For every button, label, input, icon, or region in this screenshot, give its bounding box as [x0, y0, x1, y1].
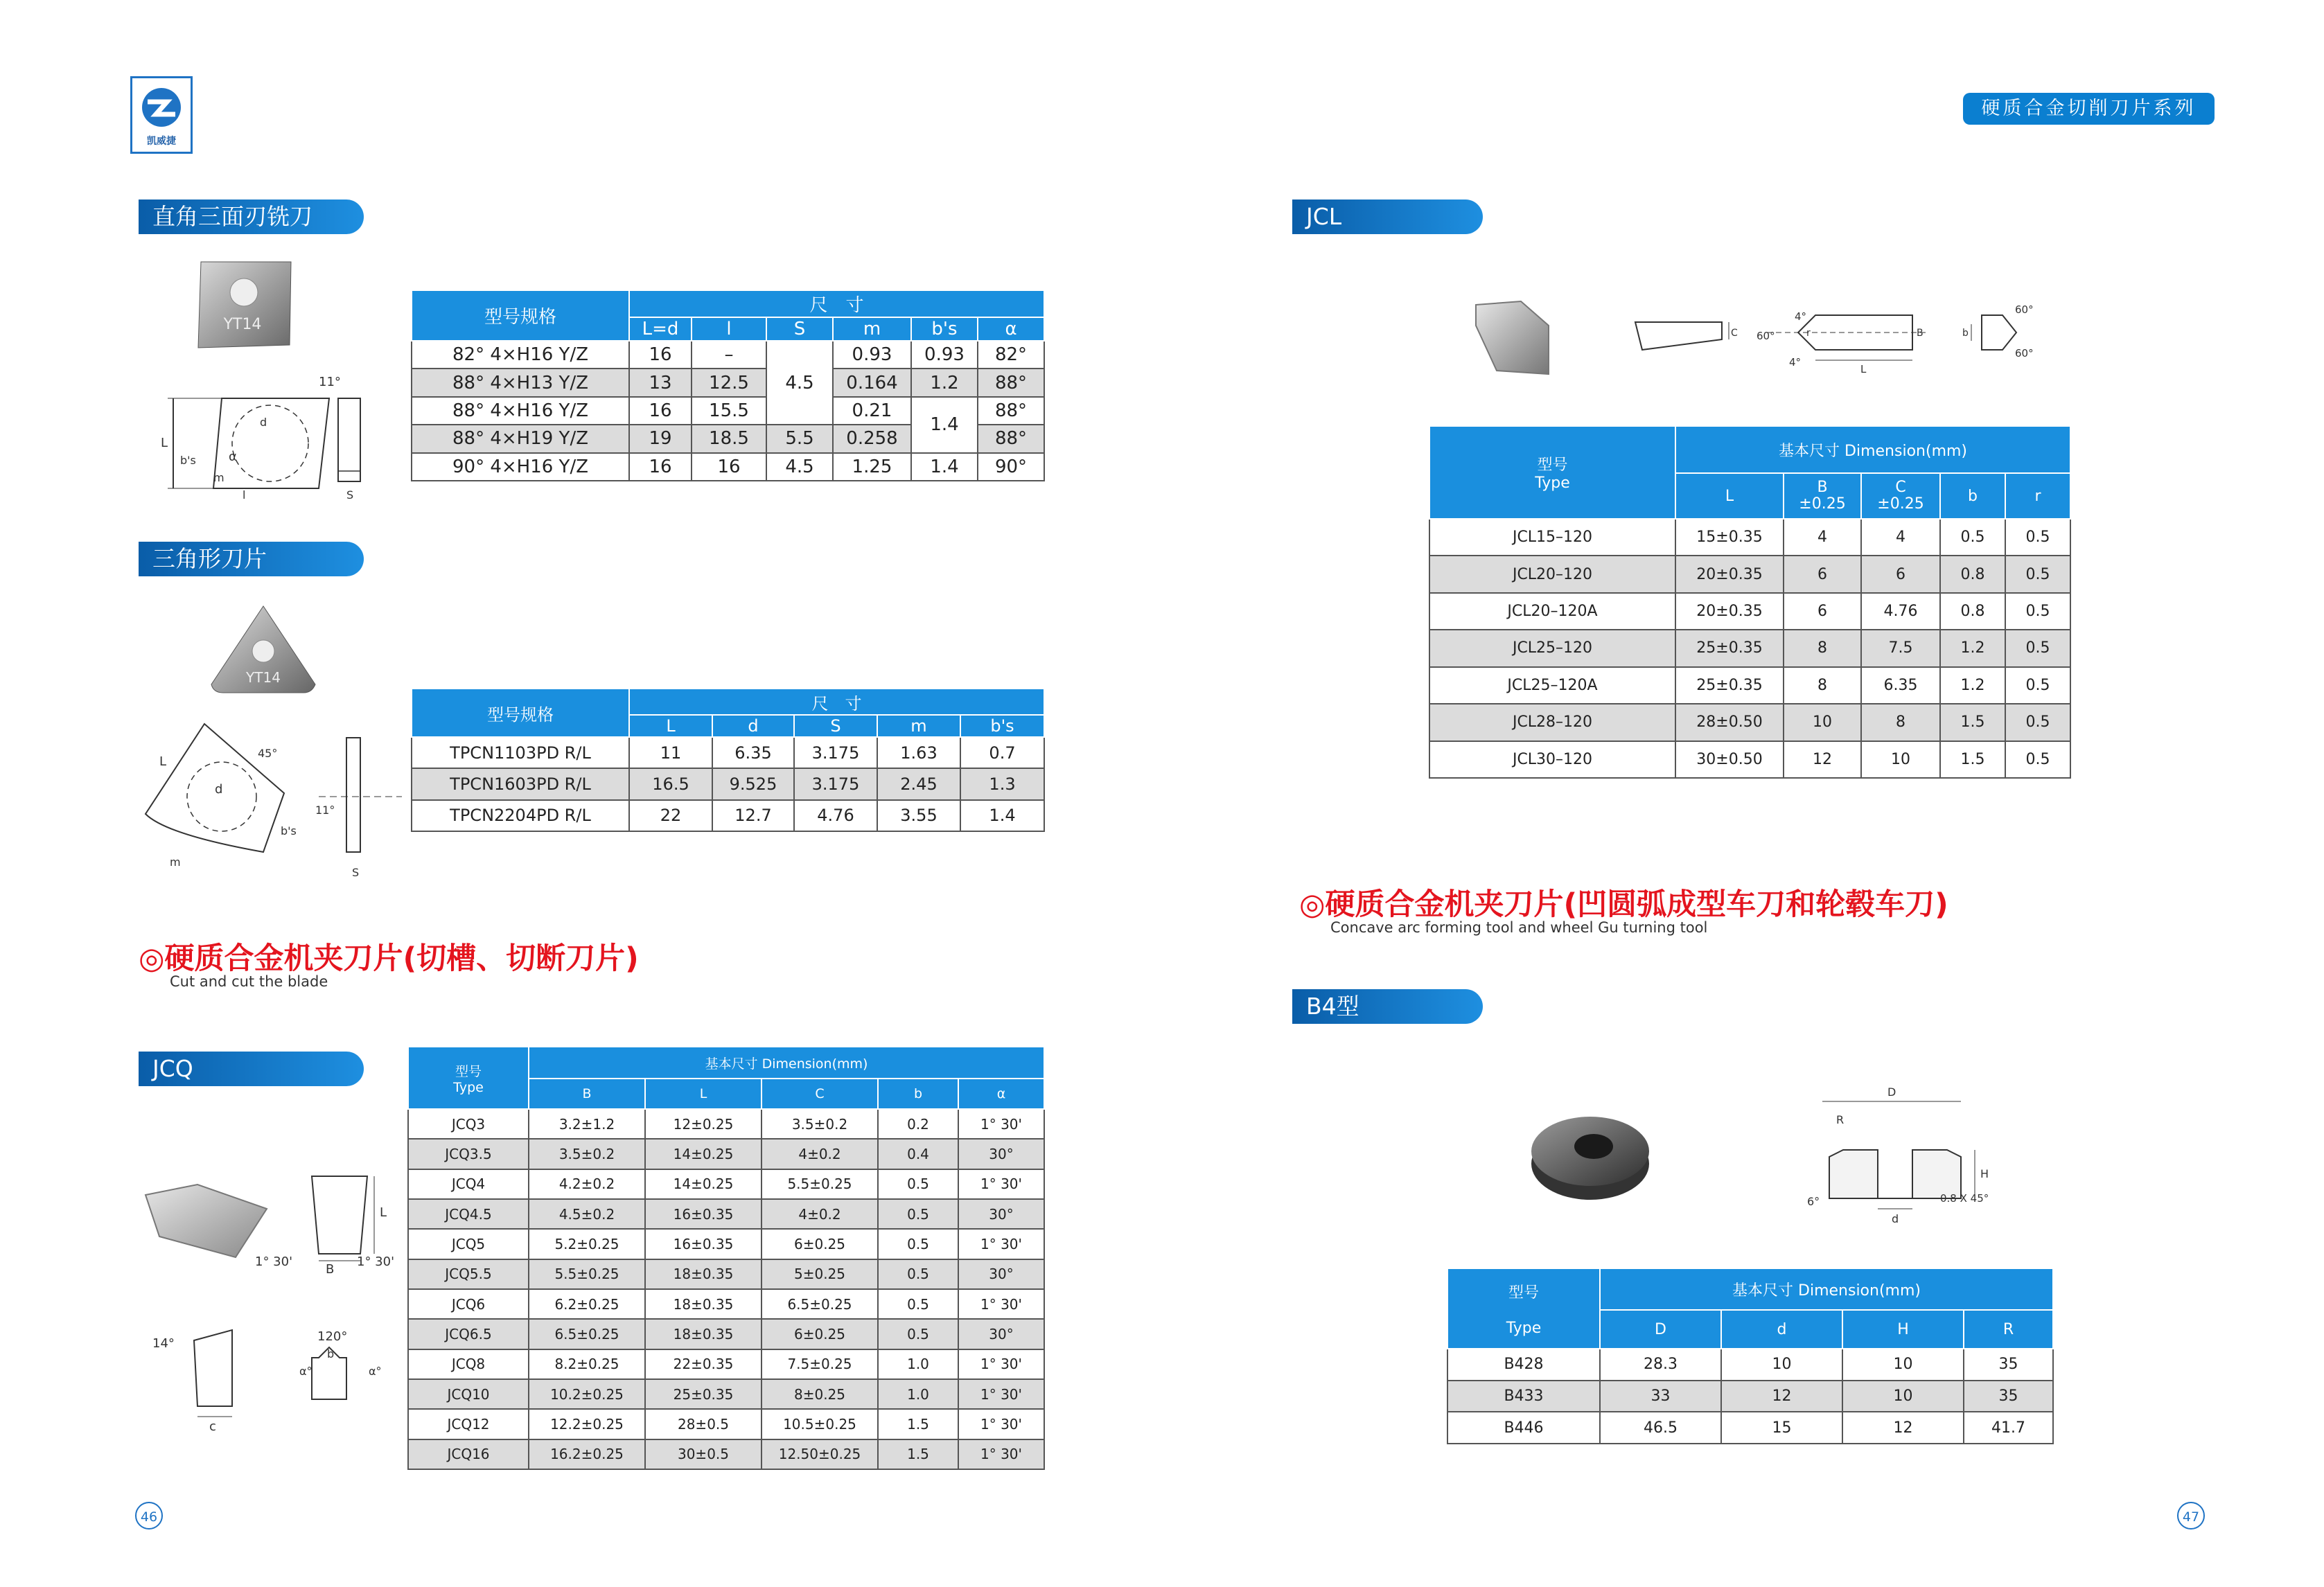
table-row: JCQ4 4.2±0.2 14±0.25 5.5±0.25 0.5 1° 30': [408, 1169, 1044, 1199]
th-model: 型号规格: [412, 689, 629, 737]
table-right-angle: [411, 290, 1045, 481]
b4-diagram: [1802, 1081, 2009, 1233]
jcq-label-14: 14°: [152, 1336, 175, 1351]
jcq-label-130-left: 1° 30': [255, 1254, 293, 1269]
section-triangle: 三角形刀片: [139, 542, 364, 576]
th-type: 型号 Type: [1429, 426, 1675, 519]
square-insert-photo: [194, 256, 298, 353]
th-col: m: [833, 317, 911, 341]
table-row: JCQ4.5 4.5±0.2 16±0.35 4±0.2 0.5 30°: [408, 1199, 1044, 1229]
b4-label-d: d: [1892, 1212, 1899, 1225]
table-row: 82° 4×H16 Y/Z 16 – 4.5 0.93 0.93 82°: [412, 341, 1044, 369]
th-dimension: 基本尺寸 Dimension(mm): [1600, 1268, 2053, 1310]
merged-bs: 1.4: [911, 397, 978, 453]
th-col: L=d: [629, 317, 692, 341]
table-row: JCQ6 6.2±0.25 18±0.35 6.5±0.25 0.5 1° 30': [408, 1289, 1044, 1319]
table-row: JCL28–120 28±0.50 10 8 1.5 0.5: [1429, 704, 2070, 741]
triangle-diagram: [139, 710, 409, 883]
jcl-label-60: 60°: [1757, 330, 1775, 342]
heading-cut: ◎硬质合金机夹刀片(切槽、切断刀片): [139, 941, 639, 976]
tri-label-45: 45°: [258, 747, 278, 760]
table-row: JCQ8 8.2±0.25 22±0.35 7.5±0.25 1.0 1° 30': [408, 1349, 1044, 1379]
table-row: TPCN1103PD R/L 11 6.35 3.175 1.63 0.7: [412, 737, 1044, 768]
table-row: 88° 4×H19 Y/Z 19 18.5 5.5 0.258 88°: [412, 425, 1044, 452]
jcl-label-r: r: [1806, 328, 1811, 339]
th-model: 型号规格: [412, 290, 629, 341]
tri-label-d: d: [215, 782, 223, 797]
b4-label-chamfer: 0.8 X 45°: [1940, 1192, 1989, 1205]
series-title: 硬质合金切削刀片系列: [1963, 93, 2215, 125]
table-row: JCQ3 3.2±1.2 12±0.25 3.5±0.2 0.2 1° 30': [408, 1109, 1044, 1139]
jcq-label-alpha-l: α°: [299, 1365, 312, 1378]
table-row: JCL20–120 20±0.35 6 6 0.8 0.5: [1429, 556, 2070, 592]
th-size: 尺 寸: [629, 290, 1044, 317]
page-number-left: 46: [135, 1502, 163, 1530]
table-jcl: 型号 Type 基本尺寸 Dimension(mm) L B ±0.25 C ±0.25 b r JCL15–120 15±0.35 4 4 0.5 0.5 JCL20–120 20±0.35 6 6 0.8 0.5 JCL20–120A 20±0.35 6 4.76 0.8 0.5 JCL25–120 25±0.35 8 7.5 1.2 0.5 JCL25–120A 25±0.35 8 6.35 1.2 0.5 JCL28–120 28±0.50 10 8 1.5 0.5 JCL30–120 30±0.50 12 10 1.5 0.5: [1429, 425, 2071, 779]
th-type: 型号 Type: [408, 1047, 529, 1109]
tri-label-S: S: [352, 866, 360, 879]
th-type: 型号 Type: [1447, 1268, 1600, 1349]
table-row: JCL15–120 15±0.35 4 4 0.5 0.5: [1429, 519, 2070, 556]
yt14-mark-2: YT14: [246, 669, 281, 686]
yt14-mark-1: YT14: [223, 316, 262, 333]
label-alpha: α: [229, 450, 237, 464]
jcl-label-60-bottom: 60°: [2015, 347, 2034, 360]
brand-mark-icon: [132, 81, 191, 136]
table-triangle: 型号规格 尺 寸 L d S m b's TPCN1103PD R/L 11 6.35 3.175 1.63 0.7 TPCN1603PD R/L 16.5 9.525 3.175 2.45 1.3 TPCN2204PD R/L 22 12.7 4.76 3.55 1.4: [411, 688, 1045, 832]
heading-concave: ◎硬质合金机夹刀片(凹圆弧成型车刀和轮毂车刀): [1299, 887, 1948, 922]
section-b4: B4型: [1292, 989, 1483, 1024]
tri-label-bs: b's: [281, 824, 297, 837]
table-row: TPCN1603PD R/L 16.5 9.525 3.175 2.45 1.3: [412, 768, 1044, 799]
jcq-label-L: L: [380, 1205, 387, 1220]
th-col: α: [978, 317, 1044, 341]
jcl-label-4-top: 4°: [1795, 310, 1807, 323]
heading-cut-en: Cut and cut the blade: [170, 973, 328, 990]
table-row: JCL25–120 25±0.35 8 7.5 1.2 0.5: [1429, 630, 2070, 666]
jcl-label-4-bottom: 4°: [1789, 356, 1802, 369]
table-row: 90° 4×H16 Y/Z 16 16 4.5 1.25 1.4 90°: [412, 453, 1044, 481]
jcq-label-B: B: [326, 1262, 335, 1277]
jcl-label-60-top: 60°: [2015, 303, 2034, 316]
b4-label-D: D: [1887, 1085, 1896, 1099]
jcq-label-b: b: [327, 1347, 335, 1360]
label-l: l: [243, 488, 246, 502]
section-jcq: JCQ: [139, 1052, 364, 1086]
th-dimension: 基本尺寸 Dimension(mm): [529, 1047, 1044, 1079]
table-row: B446 46.5 15 12 41.7: [1447, 1412, 2053, 1444]
table-row: 88° 4×H13 Y/Z 13 12.5 0.164 1.2 88°: [412, 369, 1044, 396]
brand-caption: 凯威捷: [147, 136, 176, 147]
brand-logo: [130, 76, 193, 154]
table-row: TPCN2204PD R/L 22 12.7 4.76 3.55 1.4: [412, 800, 1044, 831]
label-11deg: 11°: [319, 375, 341, 389]
th-dimension: 基本尺寸 Dimension(mm): [1675, 426, 2070, 473]
jcl-label-L: L: [1860, 363, 1867, 375]
page-number-right: 47: [2177, 1502, 2205, 1530]
b4-label-R: R: [1836, 1113, 1845, 1126]
table-row: JCL20–120A 20±0.35 6 4.76 0.8 0.5: [1429, 593, 2070, 630]
b4-insert-photo: [1524, 1108, 1656, 1205]
jcq-label-c: c: [209, 1419, 216, 1434]
section-jcl: JCL: [1292, 200, 1483, 234]
table-row: JCQ6.5 6.5±0.25 18±0.35 6±0.25 0.5 30°: [408, 1319, 1044, 1349]
th-size: 尺 寸: [629, 689, 1044, 715]
section-right-angle: 直角三面刃铣刀: [139, 200, 364, 234]
table-row: JCL25–120A 25±0.35 8 6.35 1.2 0.5: [1429, 667, 2070, 704]
table-row: JCQ10 10.2±0.25 25±0.35 8±0.25 1.0 1° 30': [408, 1379, 1044, 1409]
tri-label-m: m: [170, 855, 181, 869]
label-L: L: [161, 436, 168, 450]
jcl-diagram: [1469, 284, 2058, 388]
table-b4: 型号 Type 基本尺寸 Dimension(mm) D d H R B428 28.3 10 10 35 B433 33 12 10 35 B446 46.5 15 12 41.7: [1447, 1268, 2054, 1444]
table-row: JCQ12 12.2±0.25 28±0.5 10.5±0.25 1.5 1° 30': [408, 1409, 1044, 1439]
jcq-label-120: 120°: [317, 1329, 348, 1344]
table-row: B433 33 12 10 35: [1447, 1381, 2053, 1412]
th-col: b's: [911, 317, 978, 341]
jcq-label-130-right: 1° 30': [357, 1254, 395, 1269]
jcq-label-alpha-r: α°: [369, 1365, 382, 1378]
tri-label-L: L: [159, 754, 167, 769]
th-col: S: [766, 317, 833, 341]
triangle-insert-photo: [208, 603, 319, 696]
jcl-label-b: b: [1962, 328, 1969, 339]
table-row: JCQ3.5 3.5±0.2 14±0.25 4±0.2 0.4 30°: [408, 1139, 1044, 1169]
table-jcq: 型号 Type 基本尺寸 Dimension(mm) B L C b α JCQ3 3.2±1.2 12±0.25 3.5±0.2 0.2 1° 30' JCQ3.5 3.5±0.2 14±0.25 4±0.2 0.4 30° JCQ4 4.2±0.2 14±0.25 5.5±0.25 0.5 1° 30' JCQ4.5 4.5±0.2 16±0.35 4±0.2 0.5 30° JCQ5 5.2±0.25 16±0.35 6±0.25 0.5 1° 30' JCQ5.5 5.5±0.25 18±0.35 5±0.25 0.5 30° JCQ6 6.2±0.25 18±0.35 6.5±0.25 0.5 1° 30' JCQ6.5 6.5±0.25 18±0.35 6±0.25 0.5 30° JCQ8 8.2±0.25 22±0.35 7.5±0.25 1.0 1° 30' JCQ10 10.2±0.25 25±0.35 8±0.25 1.0 1° 30' JCQ12 12.2±0.25 28±0.5 10.5±0.25 1.5 1° 30' JCQ16 16.2±0.25 30±0.5 12.50±0.25 1.5 1° 30': [407, 1046, 1045, 1470]
label-S: S: [346, 488, 354, 502]
jcl-label-B: B: [1917, 328, 1924, 339]
table-row: JCQ5.5 5.5±0.25 18±0.35 5±0.25 0.5 30°: [408, 1259, 1044, 1289]
b4-label-6: 6°: [1807, 1195, 1820, 1208]
table-row: 88° 4×H16 Y/Z 16 15.5 0.21 1.4 88°: [412, 397, 1044, 425]
label-bs: b's: [180, 454, 196, 467]
merged-S: 4.5: [766, 341, 833, 425]
label-m: m: [213, 471, 225, 484]
table-row: JCQ5 5.2±0.25 16±0.35 6±0.25 0.5 1° 30': [408, 1229, 1044, 1259]
table-row: B428 28.3 10 10 35: [1447, 1349, 2053, 1381]
tri-label-11: 11°: [315, 804, 335, 817]
table-row: JCL30–120 30±0.50 12 10 1.5 0.5: [1429, 741, 2070, 778]
right-angle-diagram: [152, 371, 374, 502]
jcl-label-C: C: [1731, 328, 1738, 339]
th-col: l: [692, 317, 766, 341]
jcq-diagram: [139, 1171, 416, 1462]
b4-label-H: H: [1980, 1167, 1989, 1180]
heading-concave-en: Concave arc forming tool and wheel Gu turning tool: [1330, 919, 1708, 936]
label-d: d: [260, 416, 267, 429]
table-row: JCQ16 16.2±0.25 30±0.5 12.50±0.25 1.5 1° 30': [408, 1439, 1044, 1469]
